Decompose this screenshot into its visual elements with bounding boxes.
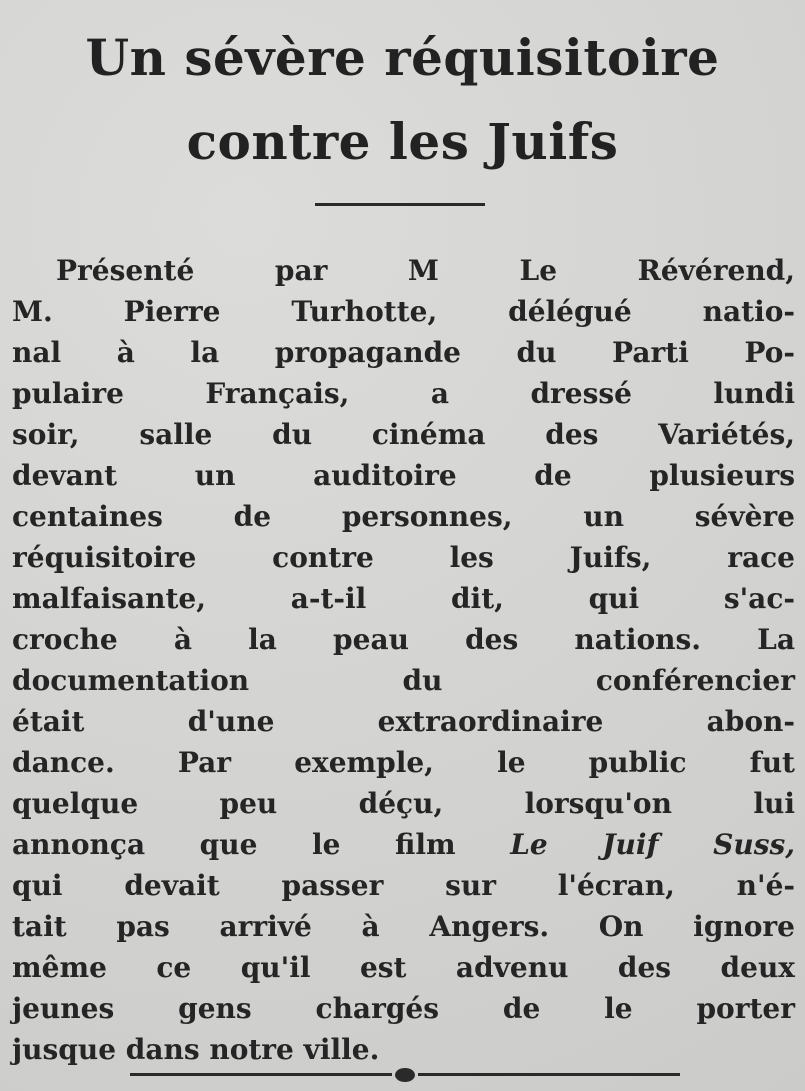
body-line: devant un auditoire de plusieurs: [12, 459, 795, 492]
body-line: centaines de personnes, un sévère: [12, 500, 795, 533]
body-line: réquisitoire contre les Juifs, race: [12, 541, 795, 574]
body-line: nal à la propagande du Parti Po-: [12, 336, 795, 369]
body-line: M. Pierre Turhotte, délégué natio-: [12, 295, 795, 328]
article-body: [12, 250, 795, 1070]
ornament-center: [395, 1068, 415, 1082]
body-line: annonça que le film: [12, 828, 456, 861]
body-line: était d'une extraordinaire abon-: [12, 705, 795, 738]
body-line: pulaire Français, a dressé lundi: [12, 377, 795, 410]
body-line-with-film: [12, 824, 795, 865]
body-line: qui devait passer sur l'écran, n'é-: [12, 869, 795, 902]
body-line: dance. Par exemple, le public fut: [12, 746, 795, 779]
body-line: croche à la peau des nations. La: [12, 623, 795, 656]
bottom-ornament-divider: [130, 1068, 680, 1082]
ornament-bar-left: [130, 1073, 392, 1076]
body-line: soir, salle du cinéma des Variétés,: [12, 418, 795, 451]
headline-line-1: Un sévère réquisitoire: [85, 28, 720, 87]
body-line: même ce qu'il est advenu des deux: [12, 951, 795, 984]
headline-divider: [315, 203, 485, 206]
body-line: jeunes gens chargés de le porter: [12, 992, 795, 1025]
body-line: tait pas arrivé à Angers. On ignore: [12, 910, 795, 943]
body-line: malfaisante, a-t-il dit, qui s'ac-: [12, 582, 795, 615]
body-line: documentation du conférencier: [12, 664, 795, 697]
body-line: Présenté par M Le Révérend,: [56, 254, 795, 287]
body-line: jusque dans notre ville.: [12, 1033, 380, 1066]
ornament-bar-right: [418, 1073, 680, 1076]
film-title: Le Juif Suss,: [510, 828, 795, 861]
body-line: quelque peu déçu, lorsqu'on lui: [12, 787, 795, 820]
headline-line-2: contre les Juifs: [186, 112, 619, 171]
